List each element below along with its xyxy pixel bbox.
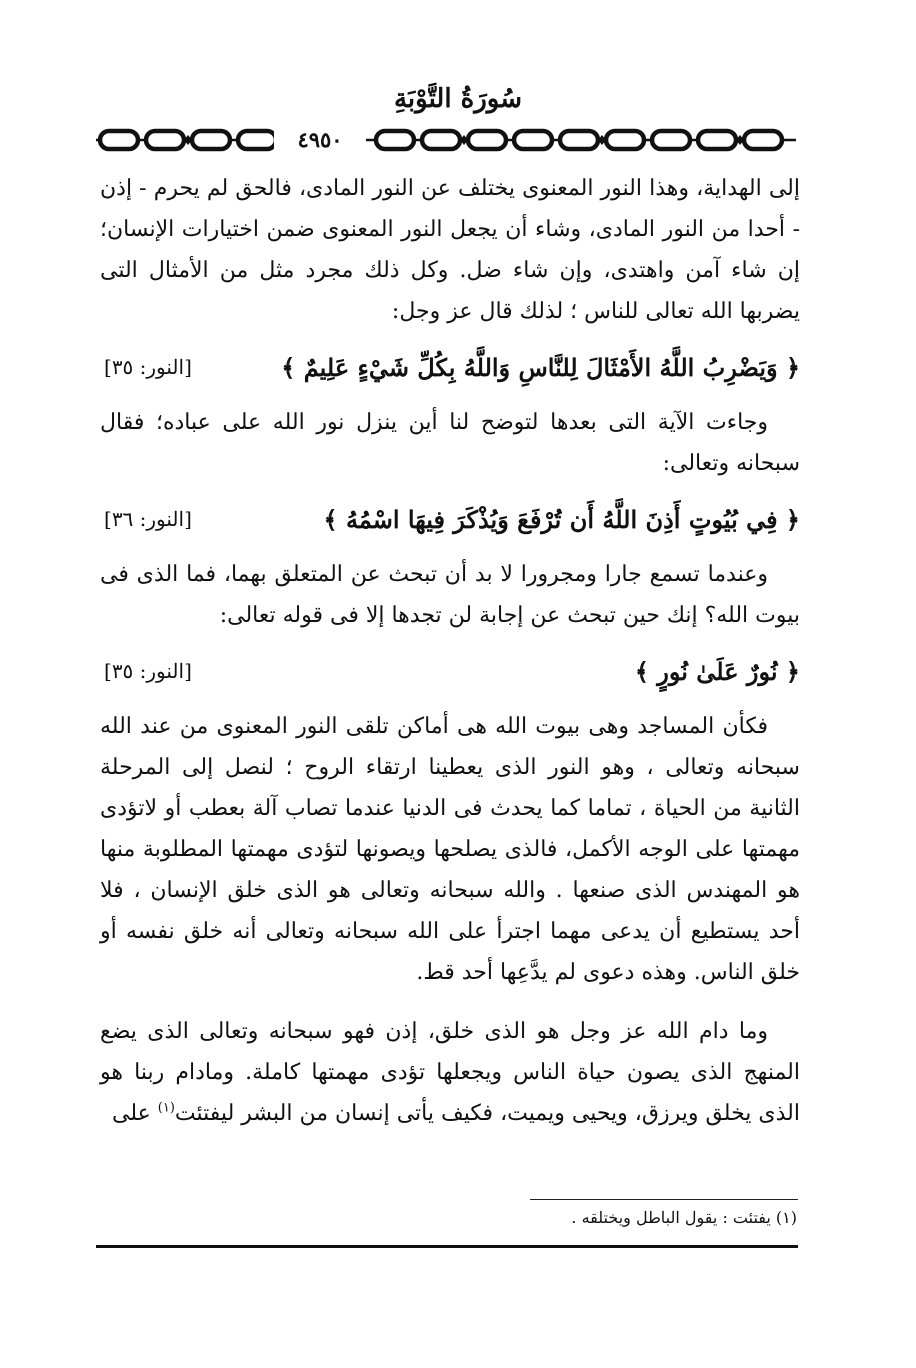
chain-link [698,131,736,149]
chain-link [238,131,276,149]
paragraph-1: إلى الهداية، وهذا النور المعنوى يختلف عن النور المادى، فالحق لم يحرم - إذن - أحدا من النور المادى، وشاء أن يجعل النور المعنوى ضمن اختيارات الإنسان؛ إن شاء آمن واهتدى، وإن شاء ضل. وكل ذلك مجرد مثل من الأمثال التى يضربها الله تعالى للناس ؛ لذلك قال عز وجل: [100,176,800,324]
footnote-marker: (١) [157,1100,175,1116]
paragraph-5-end: على [112,1101,158,1126]
chain-link [514,131,552,149]
quran-verse-3 [100,648,800,694]
verse-reference: [النور: ٣٥] [104,355,192,379]
verse-text: ﴿ وَيَضْرِبُ اللَّهُ الأَمْثَالَ لِلنَّاسِ وَاللَّهُ بِكُلِّ شَيْءٍ عَلِيمٌ ﴾ [281,352,800,382]
quran-verse-2 [100,496,800,542]
page-body [100,168,800,1134]
chain-link [376,131,414,149]
chain-link [468,131,506,149]
paragraph-2: وجاءت الآية التى بعدها لتوضح لنا أين ينزل نور الله على عباده؛ فقال سبحانه وتعالى: [100,410,800,476]
chain-link [146,131,184,149]
chain-ornament-icon [96,124,796,156]
chain-link [422,131,460,149]
verse-reference: [النور: ٣٦] [104,507,192,531]
chain-link [652,131,690,149]
page-number: ٤٩٥٠ [274,124,366,156]
bottom-rule [96,1245,798,1248]
verse-text: ﴿ فِي بُيُوتٍ أَذِنَ اللَّهُ أَن تُرْفَعَ وَيُذْكَرَ فِيهَا اسْمُهُ ﴾ [323,504,800,534]
footnote: (١) يفتئت : يقول الباطل ويختلقه . [571,1208,797,1227]
chain-link [744,131,782,149]
chain-link [192,131,230,149]
verse-reference: [النور: ٣٥] [104,659,192,683]
paragraph-5-text: وما دام الله عز وجل هو الذى خلق، إذن فهو سبحانه وتعالى الذى يضع المنهج الذى يصون حياة الناس ويجعلها تؤدى مهمتها كاملة. ومادام ربنا هو الذى يخلق ويرزق، ويحيى ويميت، فكيف يأتى إنسان من البشر ليفتئت [100,1019,800,1126]
footnote-divider [530,1199,798,1200]
chain-link [560,131,598,149]
paragraph-4: فكأن المساجد وهى بيوت الله هى أماكن تلقى النور المعنوى من عند الله سبحانه وتعالى ، وهو النور الذى يعطينا ارتقاء الروح ؛ لنصل إلى المرحلة الثانية من الحياة ، تماما كما يحدث فى الدنيا عندما تصاب آلة بعطب أو لاتؤدى مهمتها على الوجه الأكمل، فالذى يصلحها ويصونها لتؤدى مهمتها المطلوبة منها هو المهندس الذى صنعها . والله سبحانه وتعالى هو الذى خلق الإنسان ، فلا أحد يستطيع أن يدعى مهما اجترأ على الله سبحانه وتعالى أنه خلق نفسه أو خلق الناس. وهذه دعوى لم يدَّعِها أحد قط. [100,714,800,985]
quran-verse-1 [100,344,800,390]
paragraph-5 [100,1011,800,1134]
surah-title: سُورَةُ التَّوْبَةِ [393,84,523,114]
chain-link [606,131,644,149]
ornamental-border [96,124,796,156]
chain-link [100,131,138,149]
verse-text: ﴿ نُورٌ عَلَىٰ نُورٍ ﴾ [634,656,800,686]
paragraph-3: وعندما تسمع جارا ومجرورا لا بد أن تبحث عن المتعلق بهما، فما الذى فى بيوت الله؟ إنك حين تبحث عن إجابة لن تجدها إلا فى قوله تعالى: [100,562,800,628]
